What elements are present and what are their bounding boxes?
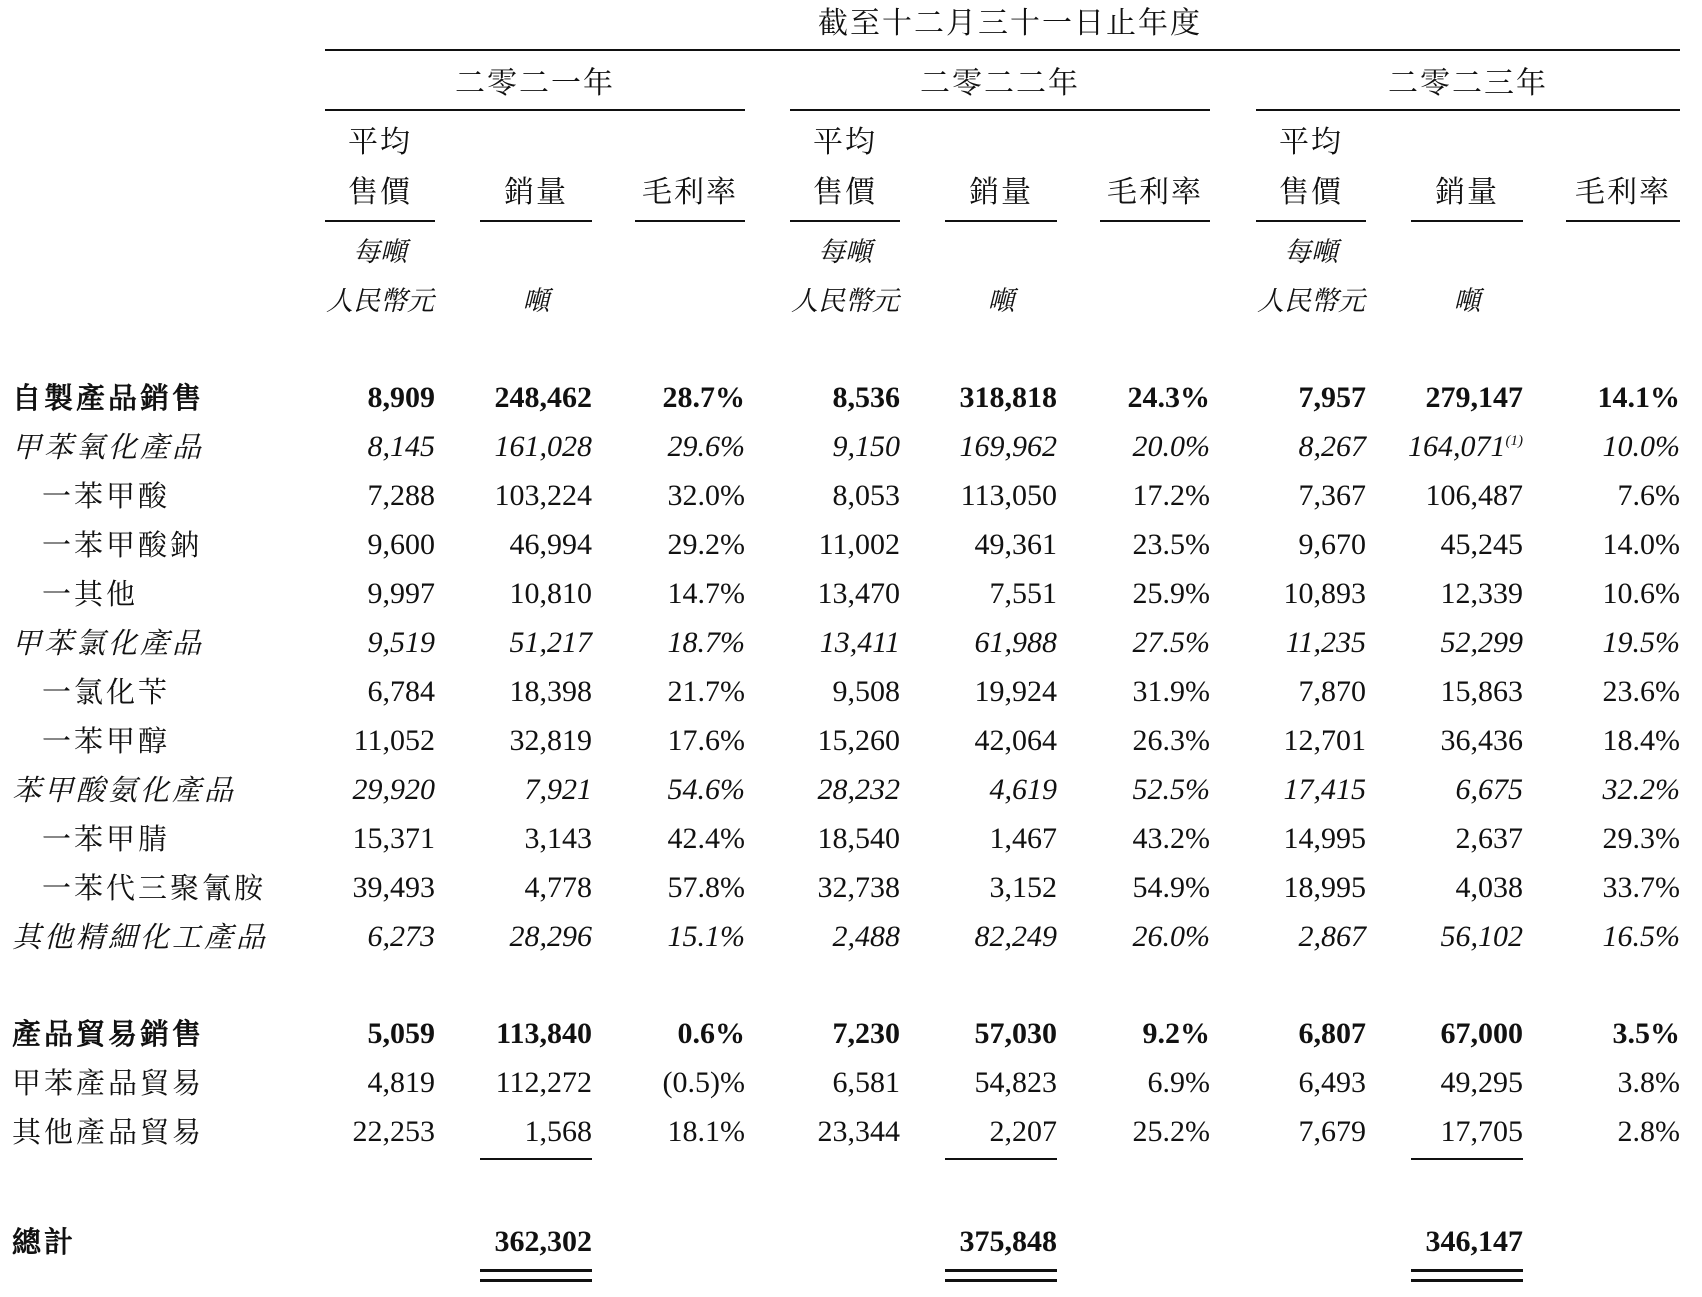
cell-mar: 23.6% <box>1602 675 1680 708</box>
cell-vol: 4,778 <box>524 871 592 904</box>
cell-price: 6,784 <box>367 675 435 708</box>
cell-mar: (0.5)% <box>662 1066 745 1099</box>
row-label: 一氯化苄 <box>42 675 171 709</box>
col-header-rule-mar-2023 <box>1566 220 1680 222</box>
cell-mar: 27.5% <box>1132 626 1210 659</box>
row-label: 一苯代三聚氰胺 <box>42 871 267 905</box>
col-header-rule-mar-2021 <box>635 220 745 222</box>
cell-mar: 21.7% <box>667 675 745 708</box>
cell-price: 8,909 <box>367 381 435 414</box>
cell-price: 7,367 <box>1298 479 1366 512</box>
cell-vol: 2,207 <box>989 1115 1057 1148</box>
year-rule-2023 <box>1256 109 1680 111</box>
cell-vol: 18,398 <box>509 675 592 708</box>
cell-mar: 52.5% <box>1132 773 1210 806</box>
avg-price-header-line2-2021: 售價 <box>348 175 412 210</box>
volume-header-2022: 銷量 <box>969 175 1033 210</box>
cell-price: 7,957 <box>1298 381 1366 414</box>
cell-vol: 113,840 <box>496 1017 592 1050</box>
total-label: 總計 <box>12 1225 77 1259</box>
unit-price-line1-2023: 每噸 <box>1284 237 1338 268</box>
cell-vol: 51,217 <box>509 626 592 659</box>
period-rule <box>325 49 1680 51</box>
total-double-rule-top <box>480 1269 592 1272</box>
cell-vol: 17,705 <box>1440 1115 1523 1148</box>
cell-vol: 19,924 <box>974 675 1057 708</box>
cell-mar: 23.5% <box>1132 528 1210 561</box>
cell-price: 13,470 <box>817 577 900 610</box>
cell-price: 7,288 <box>367 479 435 512</box>
cell-price: 14,995 <box>1283 822 1366 855</box>
cell-mar: 25.2% <box>1132 1115 1210 1148</box>
cell-price: 7,870 <box>1298 675 1366 708</box>
volume-header-2021: 銷量 <box>504 175 568 210</box>
total-double-rule-top <box>945 1269 1057 1272</box>
cell-price: 9,600 <box>367 528 435 561</box>
cell-mar: 0.6% <box>677 1017 745 1050</box>
cell-mar: 18.4% <box>1602 724 1680 757</box>
cell-vol: 82,249 <box>974 920 1057 953</box>
cell-vol: 49,361 <box>974 528 1057 561</box>
cell-vol: 279,147 <box>1425 381 1523 414</box>
cell-vol: 42,064 <box>974 724 1057 757</box>
unit-volume-2023: 噸 <box>1453 286 1481 317</box>
cell-mar: 29.6% <box>667 430 745 463</box>
cell-price: 7,230 <box>832 1017 900 1050</box>
cell-vol: 106,487 <box>1425 479 1523 512</box>
col-header-rule-vol-2021 <box>480 220 592 222</box>
row-label: 一苯甲醇 <box>42 724 171 758</box>
cell-mar: 26.0% <box>1132 920 1210 953</box>
cell-mar: 26.3% <box>1132 724 1210 757</box>
cell-price: 8,145 <box>367 430 435 463</box>
margin-header-2021: 毛利率 <box>642 175 738 210</box>
cell-vol: 318,818 <box>959 381 1057 414</box>
cell-vol: 161,028 <box>494 430 592 463</box>
cell-price: 9,670 <box>1298 528 1366 561</box>
unit-volume-2021: 噸 <box>522 286 550 317</box>
unit-price-line1-2021: 每噸 <box>353 237 407 268</box>
unit-volume-2022: 噸 <box>987 286 1015 317</box>
row-label: 苯甲酸氨化產品 <box>12 773 237 807</box>
cell-vol: 57,030 <box>974 1017 1057 1050</box>
row-label: 甲苯氯化產品 <box>12 626 205 660</box>
row-label: 其他產品貿易 <box>12 1115 205 1149</box>
cell-mar: 17.6% <box>667 724 745 757</box>
year-header-2023: 二零二三年 <box>1388 66 1548 101</box>
total-double-rule-bottom <box>1411 1279 1523 1282</box>
cell-mar: 18.7% <box>667 626 745 659</box>
row-label: 甲苯氧化產品 <box>12 430 205 464</box>
cell-mar: 28.7% <box>662 381 745 414</box>
cell-vol: 164,071$^{(1)}$ <box>1408 430 1523 463</box>
cell-vol: 2,637 <box>1455 822 1523 855</box>
cell-vol: 28,296 <box>509 920 592 953</box>
total-double-rule-bottom <box>480 1279 592 1282</box>
cell-mar: 10.0% <box>1602 430 1680 463</box>
cell-mar: 2.8% <box>1617 1115 1680 1148</box>
cell-mar: 24.3% <box>1127 381 1210 414</box>
unit-price-line2-2022: 人民幣元 <box>791 286 899 317</box>
avg-price-header-line1-2021: 平均 <box>348 125 412 160</box>
cell-price: 5,059 <box>367 1017 435 1050</box>
cell-mar: 19.5% <box>1602 626 1680 659</box>
cell-price: 6,273 <box>367 920 435 953</box>
year-header-2021: 二零二一年 <box>455 66 615 101</box>
cell-price: 4,819 <box>367 1066 435 1099</box>
unit-price-line2-2021: 人民幣元 <box>326 286 434 317</box>
cell-mar: 18.1% <box>667 1115 745 1148</box>
cell-mar: 31.9% <box>1132 675 1210 708</box>
col-header-rule-vol-2023 <box>1411 220 1523 222</box>
cell-price: 13,411 <box>819 626 900 659</box>
cell-price: 18,540 <box>817 822 900 855</box>
cell-price: 12,701 <box>1283 724 1366 757</box>
cell-price: 18,995 <box>1283 871 1366 904</box>
col-header-rule-mar-2022 <box>1100 220 1210 222</box>
cell-vol: 3,143 <box>524 822 592 855</box>
cell-mar: 17.2% <box>1132 479 1210 512</box>
cell-mar: 29.2% <box>667 528 745 561</box>
cell-mar: 29.3% <box>1602 822 1680 855</box>
cell-price: 2,867 <box>1298 920 1366 953</box>
volume-header-2023: 銷量 <box>1435 175 1499 210</box>
avg-price-header-line1-2023: 平均 <box>1279 125 1343 160</box>
cell-vol: 36,436 <box>1440 724 1523 757</box>
cell-price: 9,997 <box>367 577 435 610</box>
cell-mar: 3.8% <box>1617 1066 1680 1099</box>
col-header-rule-vol-2022 <box>945 220 1057 222</box>
cell-vol: 7,551 <box>989 577 1057 610</box>
cell-mar: 43.2% <box>1132 822 1210 855</box>
row-label: 甲苯產品貿易 <box>12 1066 205 1100</box>
period-header: 截至十二月三十一日止年度 <box>818 6 1202 41</box>
cell-vol: 54,823 <box>974 1066 1057 1099</box>
total-double-rule-top <box>1411 1269 1523 1272</box>
cell-mar: 6.9% <box>1147 1066 1210 1099</box>
cell-mar: 54.9% <box>1132 871 1210 904</box>
col-header-rule-price-2022 <box>790 220 900 222</box>
col-header-rule-price-2023 <box>1256 220 1366 222</box>
cell-price: 11,002 <box>818 528 900 561</box>
cell-mar: 14.1% <box>1597 381 1680 414</box>
cell-vol: 4,619 <box>989 773 1057 806</box>
cell-price: 6,807 <box>1298 1017 1366 1050</box>
cell-vol: 248,462 <box>494 381 592 414</box>
cell-vol: 3,152 <box>989 871 1057 904</box>
row-label: 產品貿易銷售 <box>12 1017 205 1051</box>
cell-vol: 4,038 <box>1455 871 1523 904</box>
cell-vol: 52,299 <box>1440 626 1523 659</box>
row-label: 其他精細化工產品 <box>12 920 269 954</box>
avg-price-header-line2-2023: 售價 <box>1279 175 1343 210</box>
cell-mar: 25.9% <box>1132 577 1210 610</box>
cell-price: 10,893 <box>1283 577 1366 610</box>
total-volume: 375,848 <box>959 1225 1057 1258</box>
cell-vol: 61,988 <box>974 626 1057 659</box>
cell-vol: 67,000 <box>1440 1017 1523 1050</box>
cell-vol: 6,675 <box>1455 773 1523 806</box>
row-label: 一苯甲酸鈉 <box>42 528 203 562</box>
cell-price: 32,738 <box>817 871 900 904</box>
unit-price-line1-2022: 每噸 <box>818 237 872 268</box>
cell-price: 22,253 <box>352 1115 435 1148</box>
total-volume: 346,147 <box>1425 1225 1523 1258</box>
row-label: 一其他 <box>42 577 139 611</box>
cell-mar: 54.6% <box>667 773 745 806</box>
cell-price: 9,519 <box>367 626 435 659</box>
cell-price: 2,488 <box>832 920 900 953</box>
cell-mar: 7.6% <box>1617 479 1680 512</box>
year-rule-2022 <box>790 109 1210 111</box>
cell-price: 8,053 <box>832 479 900 512</box>
cell-mar: 14.7% <box>667 577 745 610</box>
cell-mar: 20.0% <box>1132 430 1210 463</box>
cell-price: 29,920 <box>352 773 435 806</box>
cell-mar: 33.7% <box>1602 871 1680 904</box>
cell-price: 15,260 <box>817 724 900 757</box>
row-label: 一苯甲腈 <box>42 822 171 856</box>
row-label: 一苯甲酸 <box>42 479 171 513</box>
cell-vol: 32,819 <box>509 724 592 757</box>
year-header-2022: 二零二二年 <box>920 66 1080 101</box>
subtotal-rule <box>945 1158 1057 1160</box>
cell-mar: 16.5% <box>1602 920 1680 953</box>
cell-mar: 15.1% <box>667 920 745 953</box>
cell-price: 7,679 <box>1298 1115 1366 1148</box>
cell-price: 11,235 <box>1285 626 1366 659</box>
row-label: 自製產品銷售 <box>12 381 205 415</box>
subtotal-rule <box>1411 1158 1523 1160</box>
margin-header-2023: 毛利率 <box>1575 175 1671 210</box>
avg-price-header-line2-2022: 售價 <box>813 175 877 210</box>
cell-price: 9,150 <box>832 430 900 463</box>
cell-mar: 9.2% <box>1142 1017 1210 1050</box>
cell-price: 8,536 <box>832 381 900 414</box>
cell-mar: 32.0% <box>667 479 745 512</box>
year-rule-2021 <box>325 109 745 111</box>
footnote-marker: (1) <box>1505 433 1523 449</box>
cell-vol: 112,272 <box>495 1066 592 1099</box>
cell-vol: 7,921 <box>524 773 592 806</box>
cell-vol: 46,994 <box>509 528 592 561</box>
total-double-rule-bottom <box>945 1279 1057 1282</box>
cell-vol: 1,568 <box>524 1115 592 1148</box>
cell-vol: 169,962 <box>959 430 1057 463</box>
cell-vol: 49,295 <box>1440 1066 1523 1099</box>
cell-vol: 113,050 <box>960 479 1057 512</box>
cell-price: 6,581 <box>832 1066 900 1099</box>
cell-vol: 10,810 <box>509 577 592 610</box>
cell-price: 6,493 <box>1298 1066 1366 1099</box>
cell-vol: 56,102 <box>1440 920 1523 953</box>
cell-vol: 45,245 <box>1440 528 1523 561</box>
cell-price: 39,493 <box>352 871 435 904</box>
col-header-rule-price-2021 <box>325 220 435 222</box>
cell-mar: 3.5% <box>1612 1017 1680 1050</box>
cell-price: 15,371 <box>352 822 435 855</box>
cell-price: 17,415 <box>1283 773 1366 806</box>
cell-mar: 57.8% <box>667 871 745 904</box>
margin-header-2022: 毛利率 <box>1107 175 1203 210</box>
cell-vol: 103,224 <box>494 479 592 512</box>
subtotal-rule <box>480 1158 592 1160</box>
cell-price: 8,267 <box>1298 430 1366 463</box>
cell-mar: 42.4% <box>667 822 745 855</box>
avg-price-header-line1-2022: 平均 <box>813 125 877 160</box>
cell-price: 11,052 <box>353 724 435 757</box>
unit-price-line2-2023: 人民幣元 <box>1257 286 1365 317</box>
cell-vol: 15,863 <box>1440 675 1523 708</box>
cell-mar: 32.2% <box>1602 773 1680 806</box>
cell-vol: 12,339 <box>1440 577 1523 610</box>
total-volume: 362,302 <box>494 1225 592 1258</box>
cell-mar: 14.0% <box>1602 528 1680 561</box>
cell-vol: 1,467 <box>989 822 1057 855</box>
cell-price: 28,232 <box>817 773 900 806</box>
cell-mar: 10.6% <box>1602 577 1680 610</box>
cell-price: 23,344 <box>817 1115 900 1148</box>
cell-price: 9,508 <box>832 675 900 708</box>
